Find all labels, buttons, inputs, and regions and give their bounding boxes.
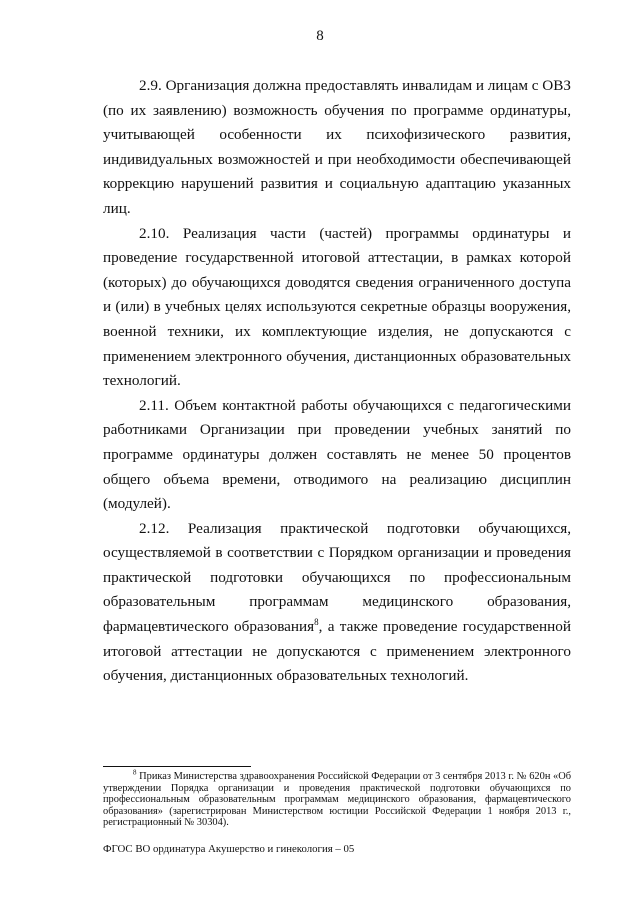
footnote-reference-mark: 8 [314, 617, 319, 627]
footnote [103, 768, 571, 829]
footnote-text: Приказ Министерства здравоохранения Российской Федерации от 3 сентября 2013 г. № 620н «Об утверждении Порядка организации и проведения практической подготовки обучающихся по профессиональным образовательным программам медицинского образования, фармацевтического образования» (зарегистрирован Министерством юстиции Российской Федерации 1 ноября 2013 г., регистрационный № 30304). [103, 771, 571, 829]
page-number: 8 [316, 28, 324, 44]
paragraph-2-10: 2.10. Реализация части (частей) программы ординатуры и проведение государственной итоговой аттестации, в рамках которой (которых) до обучающихся доводятся сведения ограниченного доступа и (или) в учебных целях используются секретные образцы вооружения, военной техники, их комплектующие изделия, не допускаются с применением электронного обучения, дистанционных образовательных технологий. [103, 224, 571, 390]
paragraph-2-11: 2.11. Объем контактной работы обучающихся с педагогическими работниками Организации при проведении учебных занятий по программе ординатуры должен составлять не менее 50 процентов общего объема времени, отводимого на реализацию дисциплин (модулей). [103, 396, 571, 513]
footnote-mark: 8 [133, 768, 137, 777]
paragraph-2-12 [103, 517, 571, 689]
footnote-separator [103, 766, 251, 767]
paragraph-2-12-text-end: , а также проведение государственной итоговой аттестации не допускаются с применением электронного обучения, дистанционных образовательных технологий. [103, 618, 571, 685]
paragraph-2-12-text-start: 2.12. Реализация практической подготовки обучающихся, осуществляемой в соответствии с Порядком организации и проведения практической подготовки обучающихся по профессиональным образовательным программам медицинского образования, фармацевтического образования [103, 519, 571, 636]
paragraph-2-9: 2.9. Организация должна предоставлять инвалидам и лицам с ОВЗ (по их заявлению) возможность обучения по программе ординатуры, учитывающей особенности их психофизического развития, индивидуальных возможностей и при необходимости обеспечивающей коррекцию нарушений развития и социальную адаптацию указанных лиц. [103, 77, 571, 217]
page-footer: ФГОС ВО ординатура Акушерство и гинекология – 05 [103, 843, 355, 855]
body-text [103, 74, 571, 689]
